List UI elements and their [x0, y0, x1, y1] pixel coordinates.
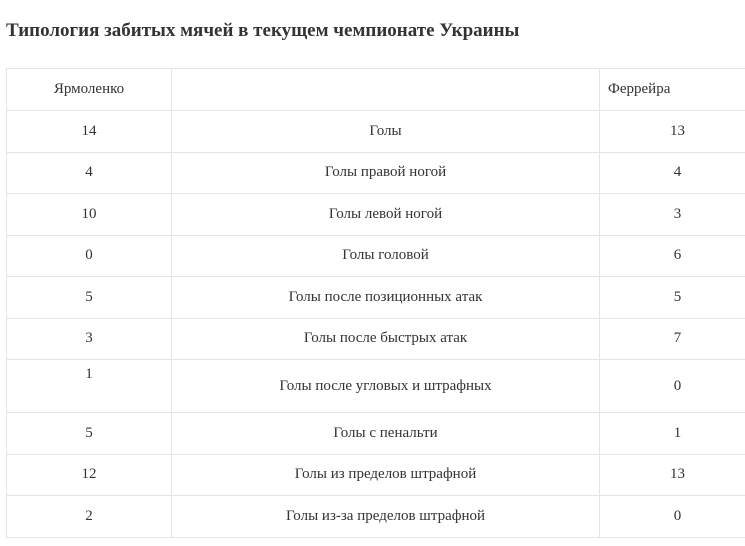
- left-value: 12: [7, 454, 172, 496]
- row-label: Голы из-за пределов штрафной: [172, 496, 600, 538]
- table-row: [7, 413, 745, 455]
- right-value: 3: [600, 194, 745, 236]
- table-row: [7, 194, 745, 236]
- table-row: [7, 496, 745, 538]
- row-label: Голы после угловых и штрафных: [172, 360, 600, 413]
- table-row: [7, 360, 745, 413]
- left-value: 5: [7, 413, 172, 455]
- row-label: Голы головой: [172, 235, 600, 277]
- left-value: 1: [7, 360, 172, 413]
- left-value: 2: [7, 496, 172, 538]
- right-value: 1: [600, 413, 745, 455]
- row-label: Голы после позиционных атак: [172, 277, 600, 319]
- right-value: 7: [600, 318, 745, 360]
- row-label: Голы из пределов штрафной: [172, 454, 600, 496]
- left-value: 14: [7, 111, 172, 153]
- table-row: [7, 111, 745, 153]
- row-label: Голы с пенальти: [172, 413, 600, 455]
- row-label: Голы: [172, 111, 600, 153]
- header-category: [172, 69, 600, 111]
- right-value: 5: [600, 277, 745, 319]
- right-value: 4: [600, 152, 745, 194]
- left-value: 4: [7, 152, 172, 194]
- table-row: [7, 454, 745, 496]
- header-right-player: Феррейра: [600, 69, 745, 111]
- right-value: 0: [600, 496, 745, 538]
- right-value: 0: [600, 360, 745, 413]
- right-value: 6: [600, 235, 745, 277]
- header-left-player: Ярмоленко: [7, 69, 172, 111]
- right-value: 13: [600, 454, 745, 496]
- right-value: 13: [600, 111, 745, 153]
- comparison-table: [6, 68, 745, 538]
- table-row: [7, 235, 745, 277]
- page-title: Типология забитых мячей в текущем чемпионате Украины: [6, 20, 520, 41]
- left-value: 0: [7, 235, 172, 277]
- row-label: Голы левой ногой: [172, 194, 600, 236]
- table-row: [7, 318, 745, 360]
- left-value: 3: [7, 318, 172, 360]
- left-value: 10: [7, 194, 172, 236]
- table-row: [7, 277, 745, 319]
- left-value: 5: [7, 277, 172, 319]
- table-header-row: [7, 69, 745, 111]
- row-label: Голы правой ногой: [172, 152, 600, 194]
- table-row: [7, 152, 745, 194]
- row-label: Голы после быстрых атак: [172, 318, 600, 360]
